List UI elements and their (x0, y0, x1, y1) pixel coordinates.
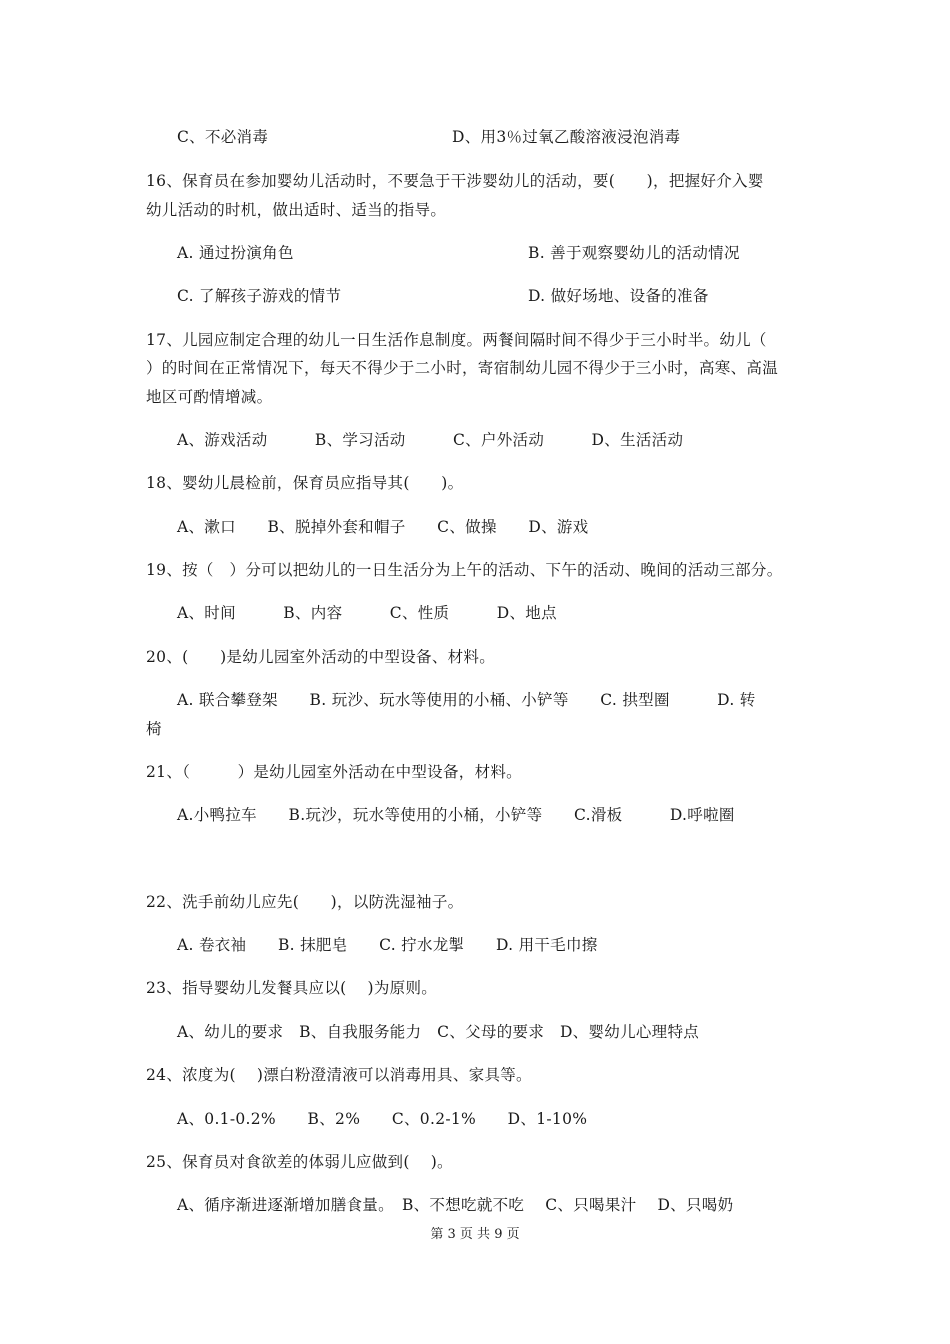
q22-options: A. 卷衣袖 B. 抹肥皂 C. 拧水龙掣 D. 用干毛巾擦 (177, 936, 598, 954)
q19-text: 19、按（ ）分可以把幼儿的一日生活分为上午的活动、下午的活动、晚间的活动三部分。 (146, 561, 783, 579)
q21-text: 21、（ ）是幼儿园室外活动在中型设备，材料。 (146, 763, 522, 781)
q16-option-d: D. 做好场地、设备的准备 (528, 287, 709, 305)
q17-text-cont: ）的时间在正常情况下，每天不得少于二小时，寄宿制幼儿园不得少于三小时，高寒、高温 (146, 359, 779, 377)
q23-options: A、幼儿的要求 B、自我服务能力 C、父母的要求 D、婴幼儿心理特点 (177, 1023, 700, 1041)
q16-text: 16、保育员在参加婴幼儿活动时，不要急于干涉婴幼儿的活动，要( )，把握好介入婴 (146, 172, 764, 190)
q16-option-a: A. 通过扮演角色 (177, 244, 294, 262)
page-number: 第 3 页 共 9 页 (430, 1227, 520, 1242)
q15-option-d: D、用3％过氧乙酸溶液浸泡消毒 (452, 128, 681, 146)
q15-option-c: C、不必消毒 (177, 128, 269, 146)
q21-options: A.小鸭拉车 B.玩沙，玩水等使用的小桶，小铲等 C.滑板 D.呼啦圈 (177, 806, 735, 824)
q17-options: A、游戏活动 B、学习活动 C、户外活动 D、生活活动 (177, 431, 684, 449)
q22-text: 22、洗手前幼儿应先( )，以防洗湿袖子。 (146, 893, 464, 911)
q16-option-b: B. 善于观察婴幼儿的活动情况 (528, 244, 740, 262)
q18-text: 18、婴幼儿晨检前，保育员应指导其( )。 (146, 474, 464, 492)
q17-text-cont2: 地区可酌情增减。 (146, 388, 273, 406)
q24-options: A、0.1-0.2% B、2% C、0.2-1% D、1-10% (177, 1110, 588, 1128)
q16-option-c: C. 了解孩子游戏的情节 (177, 287, 342, 305)
q18-options: A、漱口 B、脱掉外套和帽子 C、做操 D、游戏 (177, 518, 589, 536)
q19-options: A、时间 B、内容 C、性质 D、地点 (177, 604, 557, 622)
q20-options-cont: 椅 (146, 720, 162, 738)
q25-text: 25、保育员对食欲差的体弱儿应做到( )。 (146, 1153, 453, 1171)
q16-text-cont: 幼儿活动的时机，做出适时、适当的指导。 (146, 201, 447, 219)
q17-text: 17、儿园应制定合理的幼儿一日生活作息制度。两餐间隔时间不得少于三小时半。幼儿（ (146, 331, 767, 349)
q20-text: 20、( )是幼儿园室外活动的中型设备、材料。 (146, 648, 496, 666)
q24-text: 24、浓度为( )漂白粉澄清液可以消毒用具、家具等。 (146, 1066, 532, 1084)
q25-options: A、循序渐进逐渐增加膳食量。 B、不想吃就不吃 C、只喝果汁 D、只喝奶 (177, 1196, 734, 1214)
q23-text: 23、指导婴幼儿发餐具应以( )为原则。 (146, 979, 438, 997)
q20-options: A. 联合攀登架 B. 玩沙、玩水等使用的小桶、小铲等 C. 拱型圈 D. 转 (177, 691, 756, 709)
